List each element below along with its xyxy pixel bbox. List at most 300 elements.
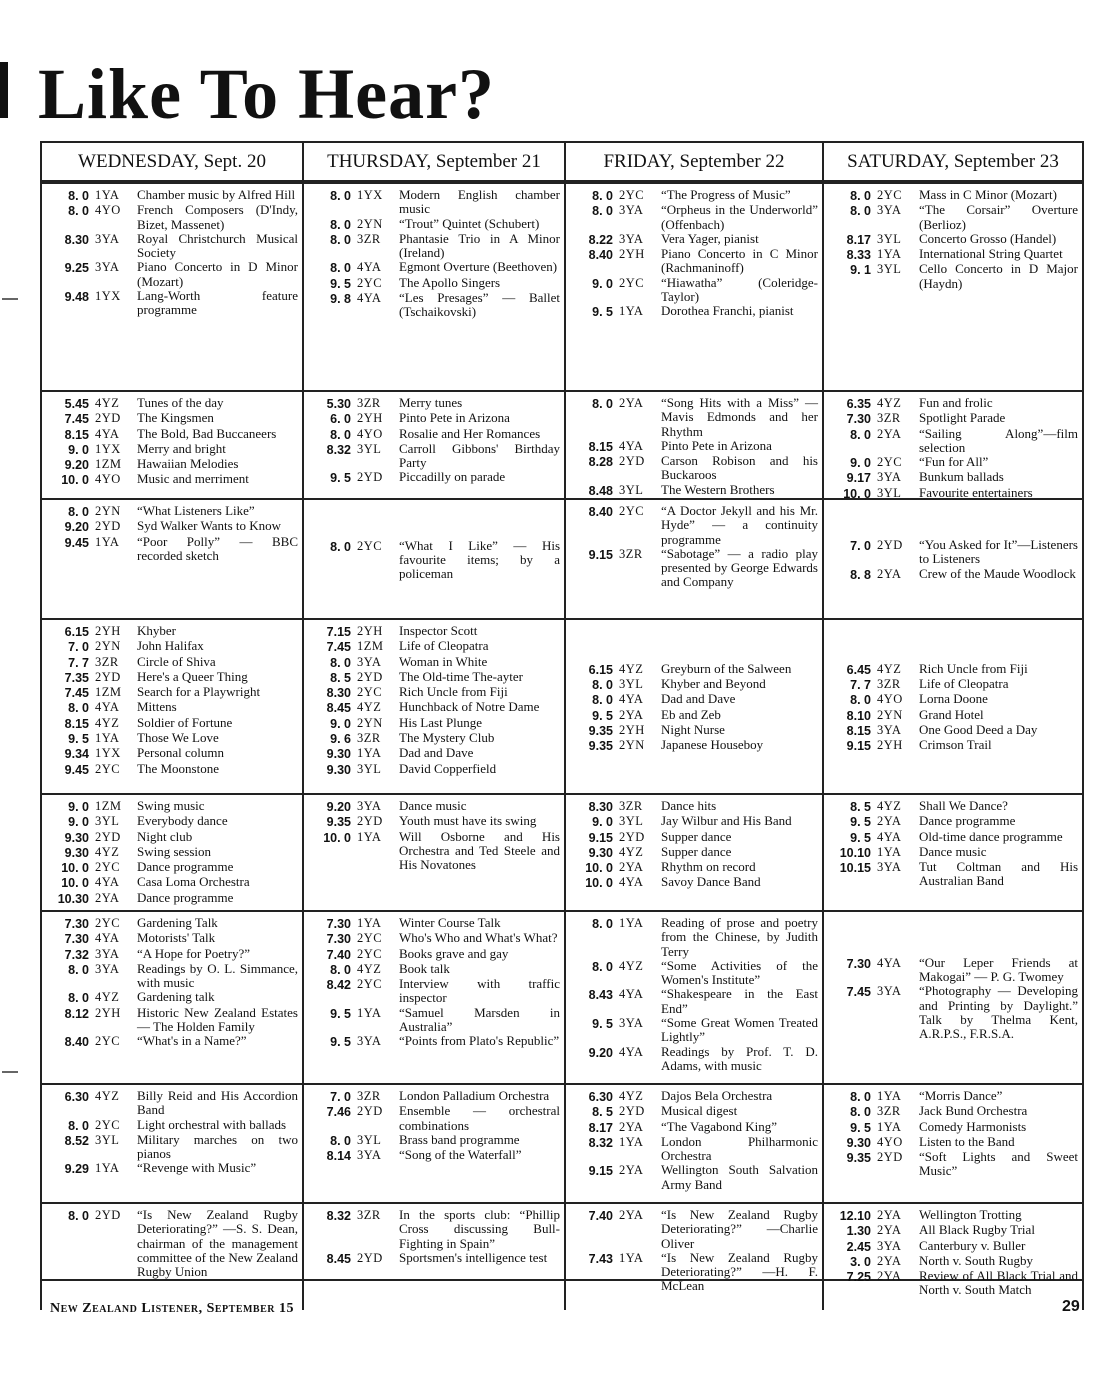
programme-entry bbox=[830, 262, 1078, 291]
entry-time: 8.45 bbox=[326, 1251, 351, 1266]
entry-station: 3YL bbox=[619, 814, 644, 829]
entry-station: 4YZ bbox=[619, 661, 644, 676]
entry-title: Will Osborne and His Orchestra and Ted Steele and His Novatones bbox=[399, 828, 560, 873]
entry-title: Canterbury v. Buller bbox=[919, 1237, 1026, 1253]
entry-time: 8. 5 bbox=[330, 670, 351, 685]
programme-entry bbox=[572, 1163, 818, 1192]
entry-station: 4YA bbox=[619, 875, 644, 890]
entry-title: Piano Concerto in C Minor (Rachmaninoff) bbox=[661, 246, 818, 276]
entry-station: 3YA bbox=[95, 231, 120, 246]
entry-title: Military marches on two pianos bbox=[137, 1131, 298, 1162]
programme-entry bbox=[48, 931, 298, 946]
entry-time: 7.30 bbox=[64, 932, 89, 947]
entry-station: 2YA bbox=[877, 1223, 902, 1238]
schedule-cell bbox=[302, 390, 564, 498]
entry-station: 3YA bbox=[877, 860, 902, 875]
programme-entry bbox=[572, 396, 818, 439]
entry-title: Japanese Houseboy bbox=[661, 737, 764, 753]
entry-time: 8. 0 bbox=[330, 655, 351, 670]
entry-time: 8.48 bbox=[588, 483, 613, 498]
entry-time: 8.45 bbox=[326, 701, 351, 716]
entry-time: 8. 5 bbox=[592, 1105, 613, 1120]
programme-entry bbox=[48, 519, 298, 534]
entry-station: 4YZ bbox=[357, 961, 382, 976]
programme-entry bbox=[48, 875, 298, 890]
programme-entry bbox=[830, 486, 1078, 498]
entry-station: 2YD bbox=[877, 1150, 903, 1165]
programme-entry bbox=[830, 1089, 1078, 1104]
programme-entry bbox=[572, 1104, 818, 1119]
programme-entry bbox=[572, 1089, 818, 1104]
entry-station: 3YA bbox=[619, 1016, 644, 1031]
entry-title: “The Corsair” Overture (Berlioz) bbox=[919, 202, 1078, 232]
programme-entry bbox=[48, 1118, 298, 1133]
entry-station: 2YC bbox=[95, 1117, 121, 1132]
entry-time: 7.15 bbox=[326, 625, 351, 639]
entry-station: 1YA bbox=[877, 844, 902, 859]
entry-station: 2YN bbox=[357, 715, 383, 730]
programme-entry bbox=[48, 411, 298, 426]
entry-time: 8.28 bbox=[588, 455, 613, 470]
entry-station: 2YD bbox=[357, 1250, 383, 1265]
entry-station: 3YA bbox=[95, 961, 120, 976]
entry-station: 3ZR bbox=[357, 1089, 381, 1103]
entry-time: 7.30 bbox=[326, 917, 351, 931]
entry-title: In the sports club: “Phillip Cross discussing Bull-Fighting in Spain” bbox=[399, 1207, 560, 1251]
entry-title: “Some Great Women Treated Lightly” bbox=[661, 1015, 818, 1045]
entry-time: 9.45 bbox=[64, 762, 89, 777]
entry-title: Brass band programme bbox=[399, 1131, 520, 1147]
entry-station: 2YA bbox=[619, 1119, 644, 1134]
programme-entry bbox=[310, 947, 560, 962]
entry-time: 9. 6 bbox=[330, 732, 351, 747]
entry-title: Carson Robison and his Buckaroos bbox=[661, 453, 818, 483]
entry-title: Reading of prose and poetry from the Chinese, by Judith Terry bbox=[661, 915, 818, 959]
schedule-cell bbox=[564, 498, 822, 618]
programme-entry bbox=[310, 655, 560, 670]
programme-entry bbox=[830, 455, 1078, 470]
entry-time: 9. 5 bbox=[592, 708, 613, 723]
entry-title: Listen to the Band bbox=[919, 1133, 1015, 1149]
entry-title: Modern English chamber music bbox=[399, 187, 560, 217]
entry-time: 9. 5 bbox=[330, 1006, 351, 1021]
entry-time: 9.15 bbox=[588, 830, 613, 845]
programme-entry bbox=[48, 1161, 298, 1176]
entry-title: Review of All Black Trial and North v. South Match bbox=[919, 1268, 1078, 1298]
entry-title: “Points from Plato's Republic” bbox=[399, 1033, 560, 1049]
entry-title: Egmont Overture (Beethoven) bbox=[399, 259, 558, 275]
entry-time: 9.45 bbox=[64, 535, 89, 550]
entry-station: 1YA bbox=[619, 1250, 644, 1265]
entry-title: Rhythm on record bbox=[661, 859, 756, 875]
entry-title: The Old-time The-ayter bbox=[399, 668, 523, 684]
entry-time: 8. 0 bbox=[330, 232, 351, 247]
entry-station: 2YA bbox=[877, 566, 902, 581]
entry-time: 9.30 bbox=[846, 1135, 871, 1150]
programme-entry bbox=[310, 1251, 560, 1266]
entry-time: 8.22 bbox=[588, 232, 613, 247]
programme-entry bbox=[310, 670, 560, 685]
entry-title: Savoy Dance Band bbox=[661, 874, 761, 890]
entry-station: 2YH bbox=[357, 624, 383, 638]
entry-title: Wellington Trotting bbox=[919, 1207, 1022, 1222]
entry-time: 8.15 bbox=[846, 723, 871, 738]
entry-time: 10.30 bbox=[57, 891, 89, 906]
programme-entry bbox=[572, 987, 818, 1016]
entry-title: Motorists' Talk bbox=[137, 930, 216, 946]
programme-entry bbox=[48, 289, 298, 318]
entry-time: 8.40 bbox=[64, 1035, 89, 1050]
entry-station: 1YA bbox=[357, 829, 382, 844]
programme-entry bbox=[830, 567, 1078, 582]
programme-entry bbox=[310, 442, 560, 471]
entry-title: Piano Concerto in D Minor (Mozart) bbox=[137, 259, 298, 289]
entry-station: 3YA bbox=[619, 231, 644, 246]
programme-entry bbox=[572, 959, 818, 988]
programme-entry bbox=[830, 1239, 1078, 1254]
entry-time: 7.46 bbox=[326, 1105, 351, 1120]
entry-title: Phantasie Trio in A Minor (Ireland) bbox=[399, 230, 560, 261]
entry-station: 2YD bbox=[357, 470, 383, 485]
entry-station: 1YA bbox=[877, 1089, 902, 1103]
entry-title: Sportsmen's intelligence test bbox=[399, 1249, 548, 1265]
programme-entry bbox=[572, 692, 818, 707]
entry-title: The Moonstone bbox=[137, 760, 219, 776]
entry-title: The Kingsmen bbox=[137, 410, 214, 426]
entry-title: The Apollo Singers bbox=[399, 274, 501, 290]
entry-station: 3ZR bbox=[357, 231, 381, 246]
programme-entry bbox=[572, 830, 818, 845]
entry-time: 9. 5 bbox=[330, 276, 351, 291]
entry-time: 8.30 bbox=[326, 686, 351, 701]
entry-time: 8.40 bbox=[588, 505, 613, 519]
programme-entry bbox=[310, 1148, 560, 1163]
entry-title: The Western Brothers bbox=[661, 481, 775, 497]
entry-title: Musical digest bbox=[661, 1103, 738, 1119]
entry-time: 10. 0 bbox=[323, 830, 351, 845]
programme-entry bbox=[310, 639, 560, 654]
programme-entry bbox=[830, 188, 1078, 203]
programme-entry bbox=[830, 427, 1078, 456]
entry-station: 4YZ bbox=[619, 1089, 644, 1103]
page-title: Like To Hear? bbox=[38, 54, 496, 134]
entry-station: 2YH bbox=[95, 624, 121, 638]
title-edge-mark bbox=[0, 62, 8, 118]
entry-time: 9.35 bbox=[326, 815, 351, 830]
entry-station: 3YL bbox=[619, 482, 644, 497]
programme-entry bbox=[830, 662, 1078, 677]
entry-time: 8.33 bbox=[846, 248, 871, 263]
entry-time: 9.35 bbox=[588, 723, 613, 738]
entry-title: Dad and Dave bbox=[661, 691, 736, 707]
margin-mark bbox=[2, 1071, 18, 1073]
programme-entry bbox=[310, 188, 560, 217]
entry-station: 2YD bbox=[877, 538, 903, 553]
entry-station: 3YA bbox=[95, 946, 120, 961]
schedule-cell bbox=[40, 910, 302, 1083]
programme-entry bbox=[310, 411, 560, 426]
entry-time: 8. 0 bbox=[330, 1133, 351, 1148]
entry-title: “Hiawatha” (Coleridge-Taylor) bbox=[661, 274, 818, 305]
entry-time: 9. 0 bbox=[68, 800, 89, 814]
programme-entry bbox=[572, 916, 818, 959]
programme-entry bbox=[48, 891, 298, 906]
programme-entry bbox=[830, 396, 1078, 411]
entry-time: 6.15 bbox=[588, 662, 613, 677]
entry-title: “Sailing Along”—film selection bbox=[919, 425, 1078, 455]
entry-time: 7.40 bbox=[326, 947, 351, 962]
programme-entry bbox=[48, 203, 298, 232]
entry-station: 4YA bbox=[95, 426, 120, 441]
programme-entry bbox=[48, 670, 298, 685]
programme-entry bbox=[830, 247, 1078, 262]
entry-station: 3ZR bbox=[619, 799, 643, 813]
programme-entry bbox=[830, 411, 1078, 426]
entry-time: 8. 0 bbox=[68, 204, 89, 219]
entry-time: 7.30 bbox=[846, 412, 871, 427]
entry-title: French Composers (D'Indy, Bizet, Massenet) bbox=[137, 202, 298, 232]
entry-station: 2YA bbox=[877, 426, 902, 441]
programme-entry bbox=[830, 738, 1078, 753]
entry-time: 1.30 bbox=[846, 1224, 871, 1239]
entry-time: 9.15 bbox=[846, 739, 871, 754]
programme-entry bbox=[830, 538, 1078, 567]
programme-entry bbox=[310, 716, 560, 731]
entry-time: 7. 7 bbox=[68, 655, 89, 670]
entry-time: 8.15 bbox=[64, 716, 89, 731]
entry-title: Shall We Dance? bbox=[919, 798, 1008, 813]
entry-title: Billy Reid and His Accordion Band bbox=[137, 1088, 298, 1118]
entry-title: Night Nurse bbox=[661, 721, 725, 737]
entry-title: David Copperfield bbox=[399, 760, 497, 776]
schedule-cell bbox=[302, 618, 564, 793]
entry-title: Cello Concerto in D Major (Haydn) bbox=[919, 261, 1078, 291]
entry-title: Search for a Playwright bbox=[137, 684, 261, 700]
programme-entry bbox=[572, 662, 818, 677]
entry-station: 2YC bbox=[357, 977, 383, 992]
entry-station: 2YN bbox=[95, 639, 121, 654]
entry-title: Here's a Queer Thing bbox=[137, 668, 248, 684]
entry-time: 10. 0 bbox=[843, 486, 871, 498]
entry-station: 2YC bbox=[357, 685, 383, 700]
entry-station: 2YC bbox=[877, 455, 903, 470]
entry-time: 8. 0 bbox=[68, 505, 89, 519]
entry-station: 1YA bbox=[95, 188, 120, 202]
schedule-cell bbox=[40, 1083, 302, 1202]
entry-time: 8.40 bbox=[588, 248, 613, 263]
entry-title: “Fun for All” bbox=[919, 454, 989, 470]
entry-time: 10. 0 bbox=[585, 861, 613, 876]
entry-station: 2YH bbox=[619, 722, 645, 737]
entry-title: Fun and frolic bbox=[919, 395, 993, 410]
entry-time: 9. 0 bbox=[68, 815, 89, 830]
entry-station: 2YN bbox=[877, 707, 903, 722]
schedule-cell bbox=[302, 793, 564, 910]
entry-station: 4YZ bbox=[877, 396, 902, 410]
schedule-cell bbox=[564, 618, 822, 793]
entry-station: 2YA bbox=[877, 814, 902, 829]
entry-time: 8. 0 bbox=[592, 959, 613, 974]
entry-station: 4YA bbox=[95, 700, 120, 715]
schedule-cell bbox=[822, 1083, 1084, 1202]
entry-station: 2YD bbox=[95, 1208, 121, 1222]
programme-entry bbox=[48, 472, 298, 487]
entry-station: 4YO bbox=[95, 203, 121, 218]
entry-station: 1ZM bbox=[95, 685, 122, 700]
schedule-cell bbox=[40, 182, 302, 390]
entry-station: 1YA bbox=[357, 746, 382, 761]
entry-time: 9. 5 bbox=[330, 471, 351, 486]
entry-title: Lorna Doone bbox=[919, 691, 988, 707]
entry-title: The Bold, Bad Buccaneers bbox=[137, 425, 277, 441]
schedule-cell bbox=[822, 498, 1084, 618]
entry-title: Rosalie and Her Romances bbox=[399, 425, 541, 441]
programme-entry bbox=[48, 731, 298, 746]
entry-station: 2YA bbox=[619, 707, 644, 722]
entry-station: 2YA bbox=[619, 1163, 644, 1178]
entry-station: 2YA bbox=[877, 1208, 902, 1222]
programme-entry bbox=[572, 454, 818, 483]
entry-time: 9. 5 bbox=[850, 1120, 871, 1135]
schedule-cell bbox=[40, 793, 302, 910]
entry-time: 9.34 bbox=[64, 747, 89, 762]
schedule-cell bbox=[40, 498, 302, 618]
programme-entry bbox=[48, 845, 298, 860]
entry-time: 9. 0 bbox=[68, 442, 89, 457]
programme-entry bbox=[830, 1254, 1078, 1269]
entry-station: 4YA bbox=[619, 438, 644, 453]
entry-time: 8.10 bbox=[846, 708, 871, 723]
header-friday: FRIDAY, September 22 bbox=[564, 143, 822, 182]
schedule-cell bbox=[822, 390, 1084, 498]
entry-title: Crew of the Maude Woodlock bbox=[919, 565, 1076, 581]
schedule-cell bbox=[40, 390, 302, 498]
programme-entry bbox=[310, 276, 560, 291]
entry-time: 8. 0 bbox=[330, 217, 351, 232]
entry-station: 2YC bbox=[619, 504, 645, 518]
schedule-cell bbox=[822, 618, 1084, 793]
entry-title: “Samuel Marsden in Australia” bbox=[399, 1004, 560, 1035]
entry-station: 1ZM bbox=[95, 799, 122, 813]
programme-entry bbox=[830, 799, 1078, 814]
entry-time: 9. 5 bbox=[330, 1035, 351, 1050]
programme-entry bbox=[48, 700, 298, 715]
footer-publication: New Zealand Listener, September 15 bbox=[50, 1301, 294, 1316]
schedule-cell bbox=[40, 618, 302, 793]
entry-time: 9.20 bbox=[64, 458, 89, 473]
entry-title: Historic New Zealand Estates — The Holden Family bbox=[137, 1004, 298, 1035]
entry-time: 3. 0 bbox=[850, 1254, 871, 1269]
entry-time: 8.32 bbox=[588, 1135, 613, 1150]
entry-title: Those We Love bbox=[137, 730, 219, 746]
entry-title: Inspector Scott bbox=[399, 623, 478, 638]
programme-entry bbox=[48, 746, 298, 761]
entry-station: 3YL bbox=[357, 1132, 382, 1147]
entry-station: 3ZR bbox=[877, 411, 901, 426]
entry-title: Pinto Pete in Arizona bbox=[661, 437, 772, 453]
entry-title: Mittens bbox=[137, 699, 177, 715]
entry-station: 2YD bbox=[619, 829, 645, 844]
entry-station: 2YC bbox=[357, 946, 383, 961]
entry-station: 2YC bbox=[357, 931, 383, 946]
entry-time: 8. 0 bbox=[330, 261, 351, 276]
entry-title: Wellington South Salvation Army Band bbox=[661, 1162, 818, 1192]
entry-station: 3YL bbox=[877, 231, 902, 246]
entry-time: 9.17 bbox=[846, 471, 871, 486]
entry-title: “Our Leper Friends at Makogai” — P. G. Twomey bbox=[919, 954, 1078, 984]
entry-time: 8. 0 bbox=[68, 701, 89, 716]
page-number: 29 bbox=[1062, 1298, 1080, 1315]
entry-title: “Song Hits with a Miss” — Mavis Edmonds and her Rhythm bbox=[661, 395, 818, 439]
entry-station: 1YA bbox=[619, 916, 644, 930]
programme-entry bbox=[830, 830, 1078, 845]
programme-entry bbox=[310, 1034, 560, 1049]
programme-entry bbox=[48, 457, 298, 472]
entry-time: 9.48 bbox=[64, 290, 89, 305]
entry-title: Bunkum ballads bbox=[919, 469, 1004, 485]
entry-time: 8. 0 bbox=[330, 539, 351, 554]
programme-entry bbox=[310, 1104, 560, 1133]
programme-entry bbox=[310, 1089, 560, 1104]
programme-entry bbox=[48, 624, 298, 639]
schedule-cell bbox=[564, 390, 822, 498]
programme-entry bbox=[830, 1269, 1078, 1298]
entry-title: “The Progress of Music” bbox=[661, 187, 791, 202]
entry-station: 4YZ bbox=[877, 799, 902, 813]
programme-entry bbox=[48, 916, 298, 931]
entry-time: 10. 0 bbox=[585, 876, 613, 891]
programme-entry bbox=[310, 814, 560, 829]
header-saturday: SATURDAY, September 23 bbox=[822, 143, 1084, 182]
entry-station: 4YZ bbox=[357, 700, 382, 715]
programme-entry bbox=[48, 1089, 298, 1118]
entry-station: 3ZR bbox=[357, 731, 381, 746]
entry-time: 7.30 bbox=[64, 917, 89, 931]
programme-entry bbox=[310, 1006, 560, 1035]
entry-station: 2YC bbox=[95, 860, 121, 875]
entry-title: Readings by Prof. T. D. Adams, with music bbox=[661, 1043, 818, 1073]
entry-station: 3ZR bbox=[357, 1208, 381, 1222]
entry-time: 9. 0 bbox=[592, 276, 613, 291]
entry-title: Rich Uncle from Fiji bbox=[919, 660, 1028, 676]
programme-entry bbox=[48, 427, 298, 442]
entry-title: “What I Like” — His favourite items; by a policeman bbox=[399, 537, 560, 582]
entry-time: 10. 0 bbox=[61, 861, 89, 876]
programme-entry bbox=[310, 830, 560, 873]
entry-title: Who's Who and What's What? bbox=[399, 930, 558, 946]
programme-entry bbox=[48, 990, 298, 1005]
programme-entry bbox=[310, 799, 560, 814]
entry-station: 3YA bbox=[877, 1238, 902, 1253]
entry-title: Dance programme bbox=[137, 859, 234, 875]
entry-title: Concerto Grosso (Handel) bbox=[919, 230, 1057, 246]
entry-title: “Is New Zealand Rugby Deteriorating?” —Charlie Oliver bbox=[661, 1207, 818, 1251]
entry-time: 9.30 bbox=[64, 845, 89, 860]
entry-title: “Shakespeare in the East End” bbox=[661, 986, 818, 1016]
entry-title: The Mystery Club bbox=[399, 730, 495, 746]
entry-title: Grand Hotel bbox=[919, 706, 984, 722]
entry-station: 2YC bbox=[95, 916, 121, 930]
programme-entry bbox=[48, 830, 298, 845]
programme-entry bbox=[572, 1016, 818, 1045]
entry-title: Supper dance bbox=[661, 828, 732, 844]
entry-title: Crimson Trail bbox=[919, 737, 992, 753]
entry-title: Chamber music by Alfred Hill bbox=[137, 187, 296, 202]
programme-entry bbox=[48, 947, 298, 962]
entry-time: 7. 0 bbox=[68, 640, 89, 655]
entry-title: Book talk bbox=[399, 960, 450, 976]
programme-entry bbox=[572, 1208, 818, 1251]
